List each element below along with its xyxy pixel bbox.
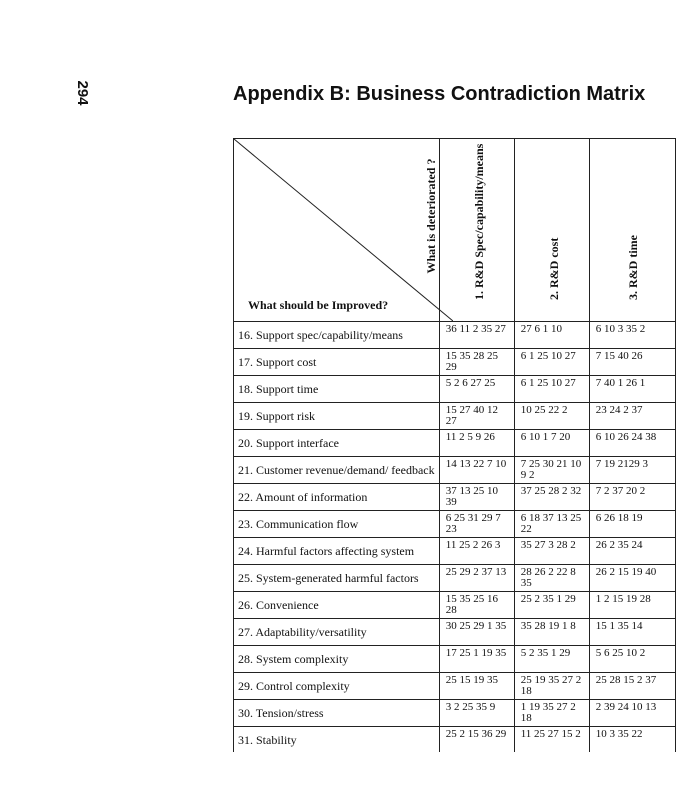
principle-cell: 10 3 35 22: [589, 727, 675, 753]
matrix-row: [234, 673, 676, 700]
corner-header-cell: [234, 139, 440, 322]
row-label: [234, 484, 440, 511]
matrix-row: [234, 376, 676, 403]
matrix-row: [234, 511, 676, 538]
row-label-text: 17. Support cost: [238, 354, 317, 369]
matrix-table: [233, 138, 676, 752]
principle-cell: 11 25 27 15 2: [514, 727, 589, 753]
row-label-text: 28. System complexity: [238, 651, 349, 666]
principle-cell: 37 13 25 10 39: [439, 484, 514, 511]
row-label: [234, 511, 440, 538]
row-label-text: 16. Support spec/capability/means: [238, 327, 403, 342]
principle-cell: 7 15 40 26: [589, 349, 675, 376]
principle-cell: 11 25 2 26 3: [439, 538, 514, 565]
row-label: [234, 673, 440, 700]
matrix-row: [234, 457, 676, 484]
principle-cell: 15 35 25 16 28: [439, 592, 514, 619]
principle-cell: 6 10 1 7 20: [514, 430, 589, 457]
principle-cell: 5 2 35 1 29: [514, 646, 589, 673]
row-label: [234, 565, 440, 592]
principle-cell: 25 15 19 35: [439, 673, 514, 700]
principle-cell: 6 18 37 13 25 22: [514, 511, 589, 538]
deteriorated-axis-label: What is deteriorated ?: [424, 158, 438, 274]
row-label: [234, 457, 440, 484]
principle-cell: 25 2 35 1 29: [514, 592, 589, 619]
row-label: [234, 403, 440, 430]
row-label-text: 23. Communication flow: [238, 516, 359, 531]
matrix-row: [234, 322, 676, 349]
diagonal-divider: [234, 139, 453, 321]
row-label-text: 21. Customer revenue/demand/ feedback: [238, 462, 435, 477]
row-label-text: 29. Control complexity: [238, 678, 350, 693]
principle-cell: 25 2 15 36 29: [439, 727, 514, 753]
row-label-text: 30. Tension/stress: [238, 705, 324, 720]
principle-cell: 23 24 2 37: [589, 403, 675, 430]
principle-cell: 7 40 1 26 1: [589, 376, 675, 403]
principle-cell: 37 25 28 2 32: [514, 484, 589, 511]
improved-axis-label: What should be Improved?: [248, 298, 389, 312]
principle-cell: 15 1 35 14: [589, 619, 675, 646]
row-label: [234, 592, 440, 619]
principle-cell: 25 28 15 2 37: [589, 673, 675, 700]
matrix-row: [234, 700, 676, 727]
row-label-text: 19. Support risk: [238, 408, 316, 423]
row-label-text: 22. Amount of information: [238, 489, 368, 504]
row-label: [234, 349, 440, 376]
page-number: 294: [74, 80, 91, 106]
column-header: [439, 139, 514, 322]
row-label: [234, 430, 440, 457]
column-header: [514, 139, 589, 322]
principle-cell: 2 39 24 10 13: [589, 700, 675, 727]
principle-cell: 35 27 3 28 2: [514, 538, 589, 565]
principle-cell: 35 28 19 1 8: [514, 619, 589, 646]
principle-cell: 5 2 6 27 25: [439, 376, 514, 403]
matrix-row: [234, 484, 676, 511]
principle-cell: 28 26 2 22 8 35: [514, 565, 589, 592]
column-header-label: 2. R&D cost: [546, 237, 561, 300]
matrix-row: [234, 646, 676, 673]
column-header-label: 3. R&D time: [625, 235, 640, 300]
principle-cell: 27 6 1 10: [514, 322, 589, 349]
principle-cell: 30 25 29 1 35: [439, 619, 514, 646]
row-label-text: 27. Adaptability/versatility: [238, 624, 367, 639]
column-header-label: 1. R&D Spec/capability/means: [471, 143, 486, 300]
matrix-row: [234, 619, 676, 646]
matrix-row: [234, 430, 676, 457]
principle-cell: 15 35 28 25 29: [439, 349, 514, 376]
header-row: [234, 139, 676, 322]
matrix-row: [234, 565, 676, 592]
principle-cell: 6 10 26 24 38: [589, 430, 675, 457]
row-label: [234, 538, 440, 565]
row-label-text: 26. Convenience: [238, 597, 319, 612]
page-title: Appendix B: Business Contradiction Matrix: [233, 83, 646, 105]
matrix-row: [234, 727, 676, 753]
contradiction-matrix: [233, 138, 676, 752]
row-label: [234, 646, 440, 673]
principle-cell: 6 10 3 35 2: [589, 322, 675, 349]
column-header: [589, 139, 675, 322]
row-label-text: 25. System-generated harmful factors: [238, 570, 419, 585]
matrix-row: [234, 349, 676, 376]
principle-cell: 1 2 15 19 28: [589, 592, 675, 619]
principle-cell: 36 11 2 35 27: [439, 322, 514, 349]
principle-cell: 1 19 35 27 2 18: [514, 700, 589, 727]
principle-cell: 11 2 5 9 26: [439, 430, 514, 457]
row-label: [234, 322, 440, 349]
principle-cell: 14 13 22 7 10: [439, 457, 514, 484]
principle-cell: 26 2 35 24: [589, 538, 675, 565]
row-label-text: 18. Support time: [238, 381, 319, 396]
principle-cell: 25 29 2 37 13: [439, 565, 514, 592]
row-label-text: 31. Stability: [238, 732, 297, 747]
matrix-row: [234, 403, 676, 430]
principle-cell: 17 25 1 19 35: [439, 646, 514, 673]
principle-cell: 7 2 37 20 2: [589, 484, 675, 511]
principle-cell: 6 26 18 19: [589, 511, 675, 538]
principle-cell: 5 6 25 10 2: [589, 646, 675, 673]
principle-cell: 7 25 30 21 10 9 2: [514, 457, 589, 484]
principle-cell: 26 2 15 19 40: [589, 565, 675, 592]
principle-cell: 15 27 40 12 27: [439, 403, 514, 430]
principle-cell: 6 1 25 10 27: [514, 376, 589, 403]
row-label-text: 20. Support interface: [238, 435, 339, 450]
matrix-row: [234, 592, 676, 619]
principle-cell: 7 19 2129 3: [589, 457, 675, 484]
principle-cell: 10 25 22 2: [514, 403, 589, 430]
principle-cell: 25 19 35 27 2 18: [514, 673, 589, 700]
row-label-text: 24. Harmful factors affecting system: [238, 543, 415, 558]
principle-cell: 3 2 25 35 9: [439, 700, 514, 727]
row-label: [234, 619, 440, 646]
row-label: [234, 727, 440, 753]
principle-cell: 6 25 31 29 7 23: [439, 511, 514, 538]
principle-cell: 6 1 25 10 27: [514, 349, 589, 376]
row-label: [234, 700, 440, 727]
row-label: [234, 376, 440, 403]
matrix-row: [234, 538, 676, 565]
